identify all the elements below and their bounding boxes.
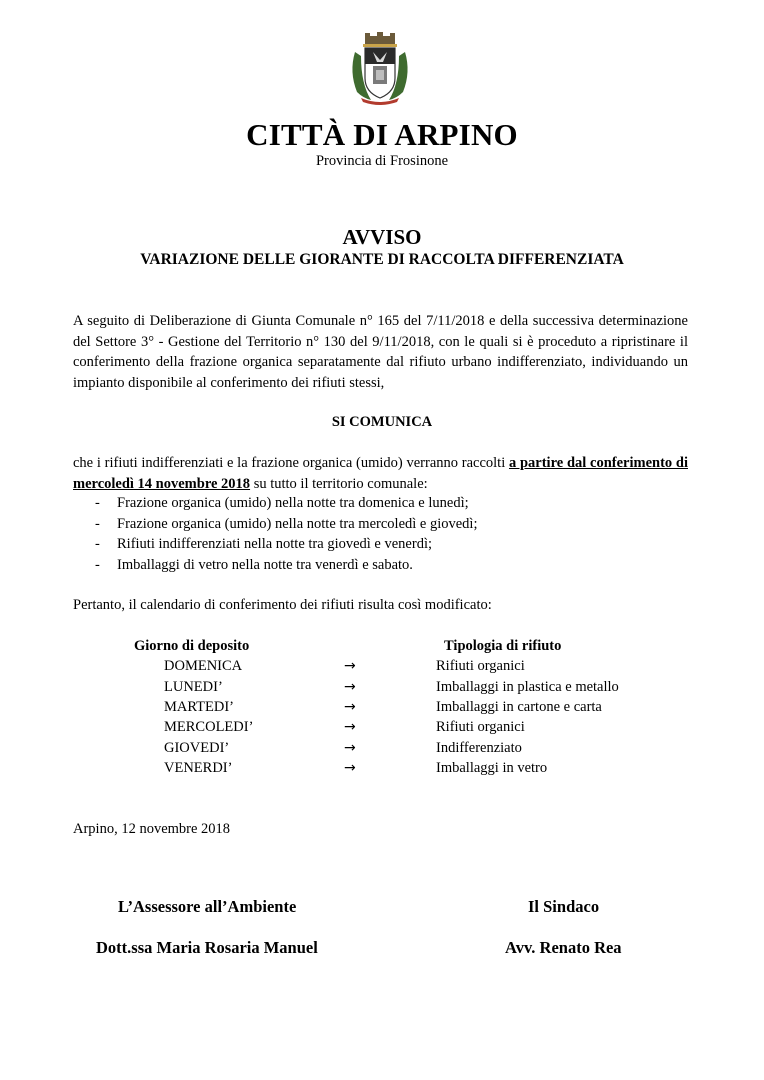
province-subtitle: Provincia di Frosinone xyxy=(315,153,449,169)
list-item xyxy=(95,534,695,555)
list-item xyxy=(95,493,695,514)
arrow-right-icon: → xyxy=(344,658,356,674)
table-row xyxy=(0,656,764,676)
arrow-right-icon: → xyxy=(344,740,356,756)
type-cell: Indifferenziato xyxy=(436,740,522,756)
arrow-right-icon: → xyxy=(344,760,356,776)
list-item-text: Rifiuti indifferenziati nella notte tra giovedì e venerdì; xyxy=(117,536,432,552)
signature-role-right: Il Sindaco xyxy=(528,897,600,916)
type-cell: Imballaggi in vetro xyxy=(436,760,548,776)
list-item-text: Frazione organica (umido) nella notte tra domenica e lunedì; xyxy=(117,495,469,511)
announcement-label: SI COMUNICA xyxy=(331,414,433,430)
type-cell: Imballaggi in plastica e metallo xyxy=(436,679,619,695)
day-cell: MERCOLEDI’ xyxy=(164,719,254,735)
notice-heading: AVVISO xyxy=(342,225,422,249)
announcement-text-before: che i rifiuti indifferenziati e la frazione organica (umido) verranno raccolti xyxy=(73,455,509,471)
arrow-right-icon: → xyxy=(344,699,356,715)
day-cell: VENERDI’ xyxy=(164,760,233,776)
day-cell: LUNEDI’ xyxy=(164,679,223,695)
notice-subheading: VARIAZIONE DELLE GIORANTE DI RACCOLTA DIFFERENZIATA xyxy=(140,251,624,268)
dash-bullet: - xyxy=(95,515,100,532)
signature-name-right: Avv. Renato Rea xyxy=(505,938,622,957)
announcement-text-after: su tutto il territorio comunale: xyxy=(250,475,428,492)
type-cell: Rifiuti organici xyxy=(436,719,525,735)
day-cell: GIOVEDI’ xyxy=(164,740,230,756)
type-cell: Imballaggi in cartone e carta xyxy=(436,699,602,715)
list-item-text: Imballaggi di vetro nella notte tra venerdì e sabato. xyxy=(117,556,413,573)
signature-role-left: L’Assessore all’Ambiente xyxy=(118,897,297,916)
announcement-paragraph xyxy=(73,453,688,494)
list-item-text: Frazione organica (umido) nella notte tra mercoledì e giovedì; xyxy=(117,515,478,532)
dash-bullet: - xyxy=(95,495,100,511)
calendar-intro: Pertanto, il calendario di conferimento dei rifiuti risulta così modificato: xyxy=(73,597,492,613)
collection-list xyxy=(95,493,695,575)
list-item xyxy=(95,514,695,535)
arrow-right-icon: → xyxy=(344,719,356,735)
table-row xyxy=(0,758,764,778)
date-line: Arpino, 12 novembre 2018 xyxy=(73,821,231,837)
announcement-highlight: a partire dal conferimento di mercoledì 14 novembre 2018 xyxy=(73,455,688,492)
table-row xyxy=(0,717,764,737)
column-header-type: Tipologia di rifiuto xyxy=(444,638,562,654)
day-cell: MARTEDI’ xyxy=(164,699,235,715)
list-item xyxy=(95,555,695,576)
table-row xyxy=(0,677,764,697)
table-row xyxy=(0,738,764,758)
day-cell: DOMENICA xyxy=(164,658,243,674)
type-cell: Rifiuti organici xyxy=(436,658,525,674)
city-title: CITTÀ DI ARPINO xyxy=(246,117,518,152)
dash-bullet: - xyxy=(95,536,100,552)
coat-of-arms-icon xyxy=(345,32,415,106)
table-row xyxy=(0,697,764,717)
arrow-right-icon: → xyxy=(344,679,356,695)
signature-name-left: Dott.ssa Maria Rosaria Manuel xyxy=(96,938,318,957)
intro-paragraph: A seguito di Deliberazione di Giunta Comunale n° 165 del 7/11/2018 e della successiva determinazione del Settore 3° - Gestione del Territorio n° 130 del 9/11/2018, con le quali si è proceduto a ripristinare il conferimento della frazione organica separatamente dal rifiuto urbano indifferenziato, individuando un impianto disponibile al conferimento dei rifiuti stessi, xyxy=(73,313,688,391)
dash-bullet: - xyxy=(95,556,100,573)
column-header-day: Giorno di deposito xyxy=(134,638,250,654)
